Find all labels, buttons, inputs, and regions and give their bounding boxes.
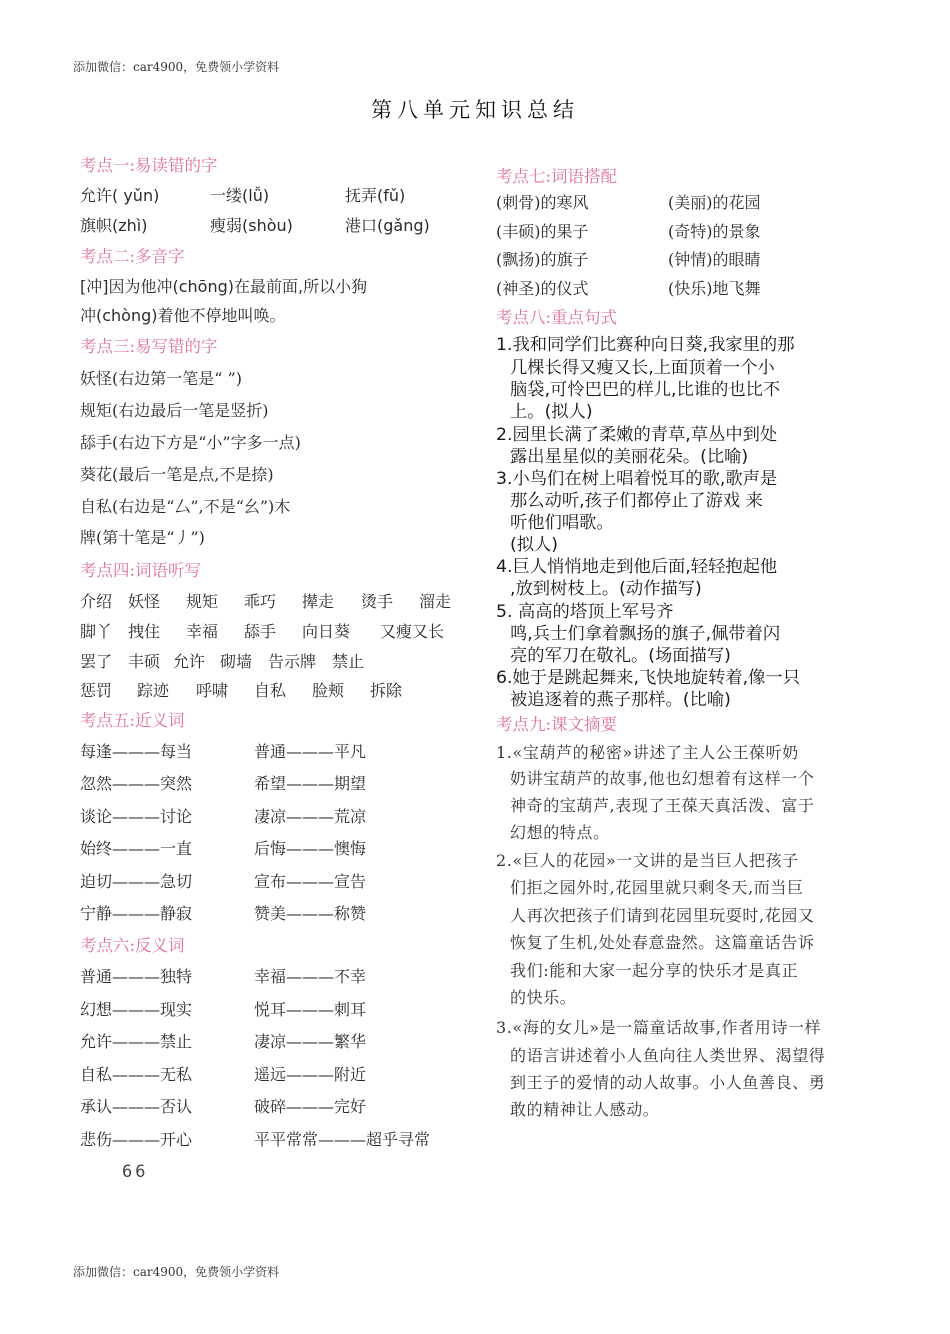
key-sentence-line: 3.小鸟们在树上唱着悦耳的歌,歌声是 (496, 469, 778, 489)
key-sentence-line: 4.巨人悄悄地走到他后面,轻轻抱起他 (496, 557, 778, 577)
antonym-pair: 破碎———完好 (254, 1097, 367, 1116)
dictation-word: 呼啸 (196, 681, 229, 700)
page-title: 第八单元知识总结 (371, 98, 579, 122)
page-number: 66 (122, 1162, 149, 1182)
dictation-word: 烫手 (361, 592, 394, 611)
dictation-word: 溜走 (419, 592, 452, 611)
section-2-title: 考点二:多音字 (80, 247, 185, 266)
key-sentence-line: 那么动听,孩子们都停止了游戏 来 (510, 491, 763, 511)
key-sentence-line: 鸣,兵士们拿着飘扬的旗子,佩带着闪 (510, 624, 781, 644)
summary-line: 的语言讲述着小人鱼向往人类世界、渴望得 (510, 1046, 826, 1065)
antonym-pair: 悲伤———开心 (80, 1130, 193, 1149)
synonym-pair: 忽然———突然 (80, 774, 193, 793)
dictation-word: 脸颊 (312, 681, 345, 700)
dictation-word: 舔手 (244, 622, 277, 641)
pinyin-item: 瘦弱(shòu) (210, 216, 293, 235)
character-note: 自私(右边是“厶”,不是“幺”)木 (80, 497, 291, 516)
antonym-pair: 自私———无私 (80, 1065, 193, 1084)
polyphone-line: [冲]因为他冲(chōng)在最前面,所以小狗 (80, 277, 368, 296)
collocation: (刺骨)的寒风 (496, 193, 589, 212)
watermark-top: 添加微信：car4900，免费领小学资料 (73, 60, 280, 74)
section-7-title: 考点七:词语搭配 (496, 167, 618, 186)
pinyin-item: 允许( yǔn) (80, 186, 160, 205)
key-sentence-line: 1.我和同学们比赛种向日葵,我家里的那 (496, 335, 795, 355)
section-9-title: 考点九:课文摘要 (496, 715, 618, 734)
summary-line: 奶讲宝葫芦的故事,他也幻想着有这样一个 (510, 769, 815, 788)
dictation-word: 乖巧 (244, 592, 277, 611)
collocation: (快乐)地飞舞 (668, 279, 761, 298)
dictation-word: 幸福 (186, 622, 219, 641)
key-sentence-line: 2.园里长满了柔嫩的青草,草丛中到处 (496, 425, 778, 445)
dictation-word: 又瘦又长 (380, 622, 445, 641)
summary-line: 人再次把孩子们请到花园里玩耍时,花园又 (510, 906, 815, 925)
key-sentence-line: 露出星星似的美丽花朵。(比喻) (510, 447, 749, 467)
dictation-word: 撵走 (302, 592, 335, 611)
dictation-word: 允许 (173, 652, 206, 671)
synonym-pair: 赞美———称赞 (254, 904, 367, 923)
polyphone-line: 冲(chòng)着他不停地叫唤。 (80, 306, 286, 325)
pinyin-item: 旗帜(zhì) (80, 216, 148, 235)
collocation: (丰硕)的果子 (496, 222, 589, 241)
dictation-word: 告示牌 (268, 652, 317, 671)
key-sentence-line: ,放到树枝上。(动作描写) (510, 579, 702, 599)
dictation-word: 介绍 (80, 592, 113, 611)
antonym-pair: 允许———禁止 (80, 1032, 193, 1051)
antonym-pair: 幸福———不幸 (254, 967, 367, 986)
antonym-pair: 悦耳———刺耳 (254, 1000, 367, 1019)
dictation-word: 踪迹 (137, 681, 170, 700)
synonym-pair: 宣布———宣告 (254, 872, 367, 891)
key-sentence-line: 几棵长得又瘦又长,上面顶着一个小 (510, 358, 775, 378)
dictation-word: 向日葵 (302, 622, 351, 641)
key-sentence-line: 6.她于是跳起舞来,飞快地旋转着,像一只 (496, 668, 800, 688)
character-note: 牌(第十笔是“丿”) (80, 528, 205, 547)
section-1-title: 考点一:易读错的字 (80, 156, 218, 175)
summary-line: 恢复了生机,处处春意盎然。这篇童话告诉 (510, 933, 815, 952)
watermark-bottom: 添加微信：car4900，免费领小学资料 (73, 1265, 280, 1279)
character-note: 舔手(右边下方是“小”字多一点) (80, 433, 301, 452)
section-4-title: 考点四:词语听写 (80, 561, 202, 580)
character-note: 妖怪(右边第一笔是“ ”) (80, 369, 242, 388)
synonym-pair: 迫切———急切 (80, 872, 193, 891)
antonym-pair: 凄凉———繁华 (254, 1032, 367, 1051)
summary-line: 幻想的特点。 (510, 823, 610, 842)
key-sentence-line: 5. 高高的塔顶上军号齐 (496, 602, 674, 622)
key-sentence-line: 亮的军刀在敬礼。(场面描写) (510, 646, 731, 666)
summary-line: 到王子的爱情的动人故事。小人鱼善良、勇 (510, 1073, 826, 1092)
summary-line: 们拒之园外时,花园里就只剩冬天,而当巨 (510, 878, 804, 897)
synonym-pair: 宁静———静寂 (80, 904, 193, 923)
character-note: 葵花(最后一笔是点,不是捺) (80, 465, 274, 484)
summary-line: 1.«宝葫芦的秘密»讲述了主人公王葆听奶 (496, 743, 799, 762)
dictation-word: 禁止 (332, 652, 365, 671)
dictation-word: 罢了 (80, 652, 113, 671)
antonym-pair: 普通———独特 (80, 967, 193, 986)
synonym-pair: 希望———期望 (254, 774, 367, 793)
collocation: (美丽)的花园 (668, 193, 761, 212)
summary-line: 敢的精神让人感动。 (510, 1100, 660, 1119)
summary-line: 我们:能和大家一起分享的快乐才是真正 (510, 961, 799, 980)
synonym-pair: 始终———一直 (80, 839, 193, 858)
character-note: 规矩(右边最后一笔是竖折) (80, 401, 269, 420)
summary-line: 神奇的宝葫芦,表现了王葆天真活泼、富于 (510, 796, 815, 815)
summary-line: 的快乐。 (510, 988, 577, 1007)
dictation-word: 妖怪 (128, 592, 161, 611)
pinyin-item: 一缕(lǚ) (210, 186, 270, 205)
key-sentence-line: 被追逐着的燕子那样。(比喻) (510, 690, 731, 710)
collocation: (神圣)的仪式 (496, 279, 589, 298)
dictation-word: 拽住 (128, 622, 161, 641)
key-sentence-line: 脑袋,可怜巴巴的样儿,比谁的也比不 (510, 380, 781, 400)
pinyin-item: 抚弄(fǔ) (345, 186, 406, 205)
section-8-title: 考点八:重点句式 (496, 308, 618, 327)
antonym-pair: 承认———否认 (80, 1097, 193, 1116)
dictation-word: 惩罚 (80, 681, 113, 700)
synonym-pair: 普通———平凡 (254, 742, 367, 761)
dictation-word: 规矩 (186, 592, 219, 611)
summary-line: 3.«海的女儿»是一篇童话故事,作者用诗一样 (496, 1018, 822, 1037)
collocation: (飘扬)的旗子 (496, 250, 589, 269)
synonym-pair: 每逢———每当 (80, 742, 193, 761)
pinyin-item: 港口(gǎng) (345, 216, 430, 235)
antonym-pair: 幻想———现实 (80, 1000, 193, 1019)
dictation-word: 丰硕 (128, 652, 161, 671)
synonym-pair: 凄凉———荒凉 (254, 807, 367, 826)
synonym-pair: 谈论———讨论 (80, 807, 193, 826)
dictation-word: 脚丫 (80, 622, 113, 641)
dictation-word: 砌墙 (220, 652, 253, 671)
section-6-title: 考点六:反义词 (80, 936, 185, 955)
synonym-pair: 后悔———懊悔 (254, 839, 367, 858)
key-sentence-line: (拟人) (510, 535, 559, 555)
collocation: (钟情)的眼睛 (668, 250, 761, 269)
dictation-word: 拆除 (370, 681, 403, 700)
dictation-word: 自私 (254, 681, 287, 700)
key-sentence-line: 上。(拟人) (510, 402, 593, 422)
key-sentence-line: 听他们唱歌。 (510, 513, 614, 533)
antonym-pair: 遥远———附近 (254, 1065, 367, 1084)
antonym-pair: 平平常常———超乎寻常 (254, 1130, 431, 1149)
summary-line: 2.«巨人的花园»一文讲的是当巨人把孩子 (496, 851, 799, 870)
section-3-title: 考点三:易写错的字 (80, 337, 218, 356)
section-5-title: 考点五:近义词 (80, 711, 185, 730)
collocation: (奇特)的景象 (668, 222, 761, 241)
